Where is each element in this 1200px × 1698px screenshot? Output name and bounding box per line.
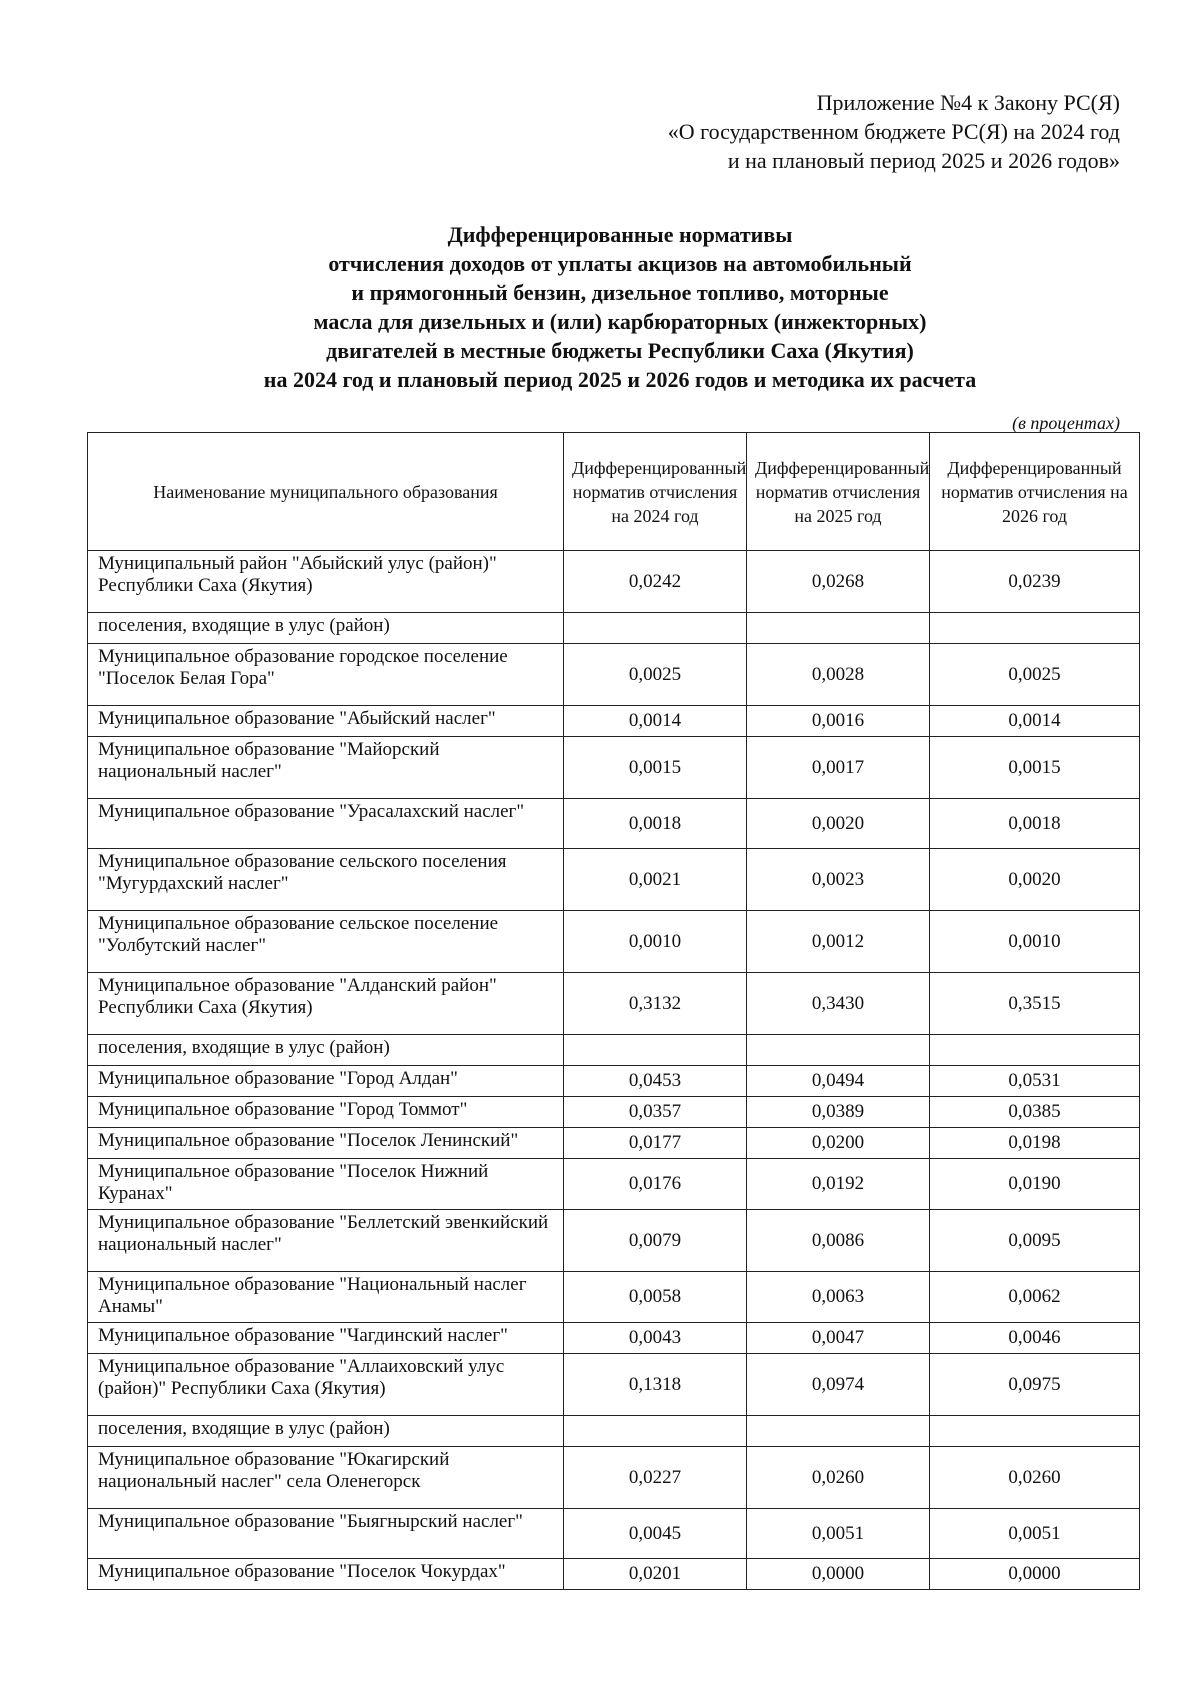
value-2026-cell: 0,0015 (930, 737, 1140, 799)
appendix-line: «О государственном бюджете РС(Я) на 2024 год (667, 119, 1120, 144)
value-2024-cell: 0,0014 (564, 706, 747, 737)
municipality-name-cell: Муниципальное образование "Поселок Нижний Куранах" (88, 1159, 564, 1210)
value-2026-cell: 0,0062 (930, 1272, 1140, 1323)
municipality-name-cell: поселения, входящие в улус (район) (88, 613, 564, 644)
table-row (88, 799, 1140, 849)
value-2026-cell: 0,0000 (930, 1559, 1140, 1590)
value-2026-cell: 0,0975 (930, 1354, 1140, 1416)
title-line: масла для дизельных и (или) карбюраторных (инжекторных) (313, 309, 927, 334)
value-2024-cell: 0,0453 (564, 1066, 747, 1097)
units-note: (в процентах) (1012, 413, 1120, 433)
value-2025-cell: 0,0051 (747, 1509, 930, 1559)
header-2024: Дифференцированный норматив отчисления на 2024 год (564, 433, 747, 551)
value-2026-cell: 0,0095 (930, 1210, 1140, 1272)
value-2026-cell: 0,0025 (930, 644, 1140, 706)
municipality-name-cell: Муниципальное образование "Абыйский наслег" (88, 706, 564, 737)
value-2025-cell: 0,0000 (747, 1559, 930, 1590)
value-2024-cell: 0,0201 (564, 1559, 747, 1590)
municipality-name-cell: Муниципальное образование "Город Алдан" (88, 1066, 564, 1097)
table-body (88, 551, 1140, 1590)
value-2025-cell: 0,0268 (747, 551, 930, 613)
table-row (88, 973, 1140, 1035)
appendix-line: Приложение №4 к Закону РС(Я) (816, 90, 1120, 115)
municipality-name-cell: Муниципальное образование "Национальный наслег Анамы" (88, 1272, 564, 1323)
municipality-name-cell: Муниципальный район "Абыйский улус (район)" Республики Саха (Якутия) (88, 551, 564, 613)
table-row (88, 911, 1140, 973)
table-row (88, 1509, 1140, 1559)
municipality-name-cell: Муниципальное образование "Поселок Чокурдах" (88, 1559, 564, 1590)
title-line: на 2024 год и плановый период 2025 и 2026 годов и методика их расчета (263, 367, 977, 392)
value-2026-cell: 0,0531 (930, 1066, 1140, 1097)
value-2024-cell: 0,0010 (564, 911, 747, 973)
table-row (88, 1323, 1140, 1354)
value-2026-cell: 0,0190 (930, 1159, 1140, 1210)
value-2024-cell: 0,0079 (564, 1210, 747, 1272)
value-2026-cell: 0,0198 (930, 1128, 1140, 1159)
table-row (88, 1559, 1140, 1590)
municipality-name-cell: Муниципальное образование "Юкагирский национальный наслег" села Оленегорск (88, 1447, 564, 1509)
value-2026-cell: 0,0046 (930, 1323, 1140, 1354)
table-header-row (88, 433, 1140, 551)
value-2025-cell: 0,0016 (747, 706, 930, 737)
municipality-name-cell: Муниципальное образование "Алданский район" Республики Саха (Якутия) (88, 973, 564, 1035)
value-2025-cell: 0,0086 (747, 1210, 930, 1272)
value-2025-cell: 0,0023 (747, 849, 930, 911)
value-2026-cell: 0,0020 (930, 849, 1140, 911)
table-row (88, 1447, 1140, 1509)
value-2025-cell: 0,0012 (747, 911, 930, 973)
document-title (120, 220, 1120, 394)
header-2025: Дифференцированный норматив отчисления на 2025 год (747, 433, 930, 551)
value-2024-cell: 0,0227 (564, 1447, 747, 1509)
table-row (88, 737, 1140, 799)
value-2024-cell: 0,0018 (564, 799, 747, 849)
value-2025-cell: 0,0020 (747, 799, 930, 849)
municipality-name-cell: Муниципальное образование "Быягнырский наслег" (88, 1509, 564, 1559)
value-2024-cell: 0,0058 (564, 1272, 747, 1323)
value-2025-cell: 0,0200 (747, 1128, 930, 1159)
table-row (88, 849, 1140, 911)
value-2024-cell: 0,0021 (564, 849, 747, 911)
table-row (88, 1416, 1140, 1447)
title-line: Дифференцированные нормативы (447, 222, 793, 247)
header-name: Наименование муниципального образования (88, 433, 564, 551)
value-2025-cell: 0,0494 (747, 1066, 930, 1097)
table-row (88, 1128, 1140, 1159)
value-2026-cell: 0,3515 (930, 973, 1140, 1035)
header-2026: Дифференцированный норматив отчисления на 2026 год (930, 433, 1140, 551)
municipality-name-cell: Муниципальное образование "Чагдинский наслег" (88, 1323, 564, 1354)
table-row (88, 551, 1140, 613)
value-2024-cell: 0,0177 (564, 1128, 747, 1159)
value-2024-cell: 0,0045 (564, 1509, 747, 1559)
value-2026-cell: 0,0385 (930, 1097, 1140, 1128)
appendix-reference (420, 88, 1120, 175)
value-2024-cell: 0,0025 (564, 644, 747, 706)
value-2026-cell: 0,0018 (930, 799, 1140, 849)
municipality-name-cell: Муниципальное образование "Поселок Ленинский" (88, 1128, 564, 1159)
value-2025-cell: 0,3430 (747, 973, 930, 1035)
value-2024-cell: 0,1318 (564, 1354, 747, 1416)
table-row (88, 644, 1140, 706)
value-2026-cell: 0,0014 (930, 706, 1140, 737)
table-row (88, 1066, 1140, 1097)
value-2026-cell: 0,0051 (930, 1509, 1140, 1559)
value-2024-cell: 0,0043 (564, 1323, 747, 1354)
value-2024-cell: 0,0357 (564, 1097, 747, 1128)
municipality-name-cell: Муниципальное образование "Город Томмот" (88, 1097, 564, 1128)
value-2024-cell: 0,0015 (564, 737, 747, 799)
title-line: и прямогонный бензин, дизельное топливо, моторные (351, 280, 889, 305)
value-2025-cell: 0,0017 (747, 737, 930, 799)
value-2025-cell: 0,0192 (747, 1159, 930, 1210)
value-2025-cell: 0,0260 (747, 1447, 930, 1509)
value-2026-cell (930, 1035, 1140, 1066)
appendix-line: и на плановый период 2025 и 2026 годов» (727, 148, 1120, 173)
table-row (88, 613, 1140, 644)
municipality-name-cell: поселения, входящие в улус (район) (88, 1035, 564, 1066)
municipality-name-cell: Муниципальное образование сельского поселения "Мугурдахский наслег" (88, 849, 564, 911)
value-2024-cell (564, 613, 747, 644)
value-2025-cell (747, 1035, 930, 1066)
table-row (88, 1035, 1140, 1066)
municipality-name-cell: Муниципальное образование "Беллетский эвенкийский национальный наслег" (88, 1210, 564, 1272)
value-2026-cell (930, 613, 1140, 644)
value-2026-cell: 0,0260 (930, 1447, 1140, 1509)
value-2025-cell (747, 1416, 930, 1447)
value-2026-cell: 0,0010 (930, 911, 1140, 973)
value-2025-cell: 0,0028 (747, 644, 930, 706)
table-row (88, 1354, 1140, 1416)
value-2025-cell: 0,0389 (747, 1097, 930, 1128)
value-2024-cell (564, 1035, 747, 1066)
table-row (88, 1210, 1140, 1272)
table-row (88, 1097, 1140, 1128)
value-2024-cell (564, 1416, 747, 1447)
table-row (88, 706, 1140, 737)
value-2024-cell: 0,0242 (564, 551, 747, 613)
value-2026-cell (930, 1416, 1140, 1447)
municipality-name-cell: поселения, входящие в улус (район) (88, 1416, 564, 1447)
table-row (88, 1159, 1140, 1210)
value-2024-cell: 0,3132 (564, 973, 747, 1035)
value-2025-cell: 0,0063 (747, 1272, 930, 1323)
title-line: двигателей в местные бюджеты Республики Саха (Якутия) (326, 338, 914, 363)
municipality-name-cell: Муниципальное образование "Урасалахский наслег" (88, 799, 564, 849)
municipality-name-cell: Муниципальное образование городское поселение "Поселок Белая Гора" (88, 644, 564, 706)
value-2024-cell: 0,0176 (564, 1159, 747, 1210)
municipality-name-cell: Муниципальное образование сельское поселение "Уолбутский наслег" (88, 911, 564, 973)
municipality-name-cell: Муниципальное образование "Аллаиховский улус (район)" Республики Саха (Якутия) (88, 1354, 564, 1416)
title-line: отчисления доходов от уплаты акцизов на автомобильный (328, 251, 912, 276)
table-row (88, 1272, 1140, 1323)
value-2026-cell: 0,0239 (930, 551, 1140, 613)
normatives-table (87, 432, 1140, 1590)
municipality-name-cell: Муниципальное образование "Майорский национальный наслег" (88, 737, 564, 799)
value-2025-cell: 0,0047 (747, 1323, 930, 1354)
value-2025-cell: 0,0974 (747, 1354, 930, 1416)
value-2025-cell (747, 613, 930, 644)
